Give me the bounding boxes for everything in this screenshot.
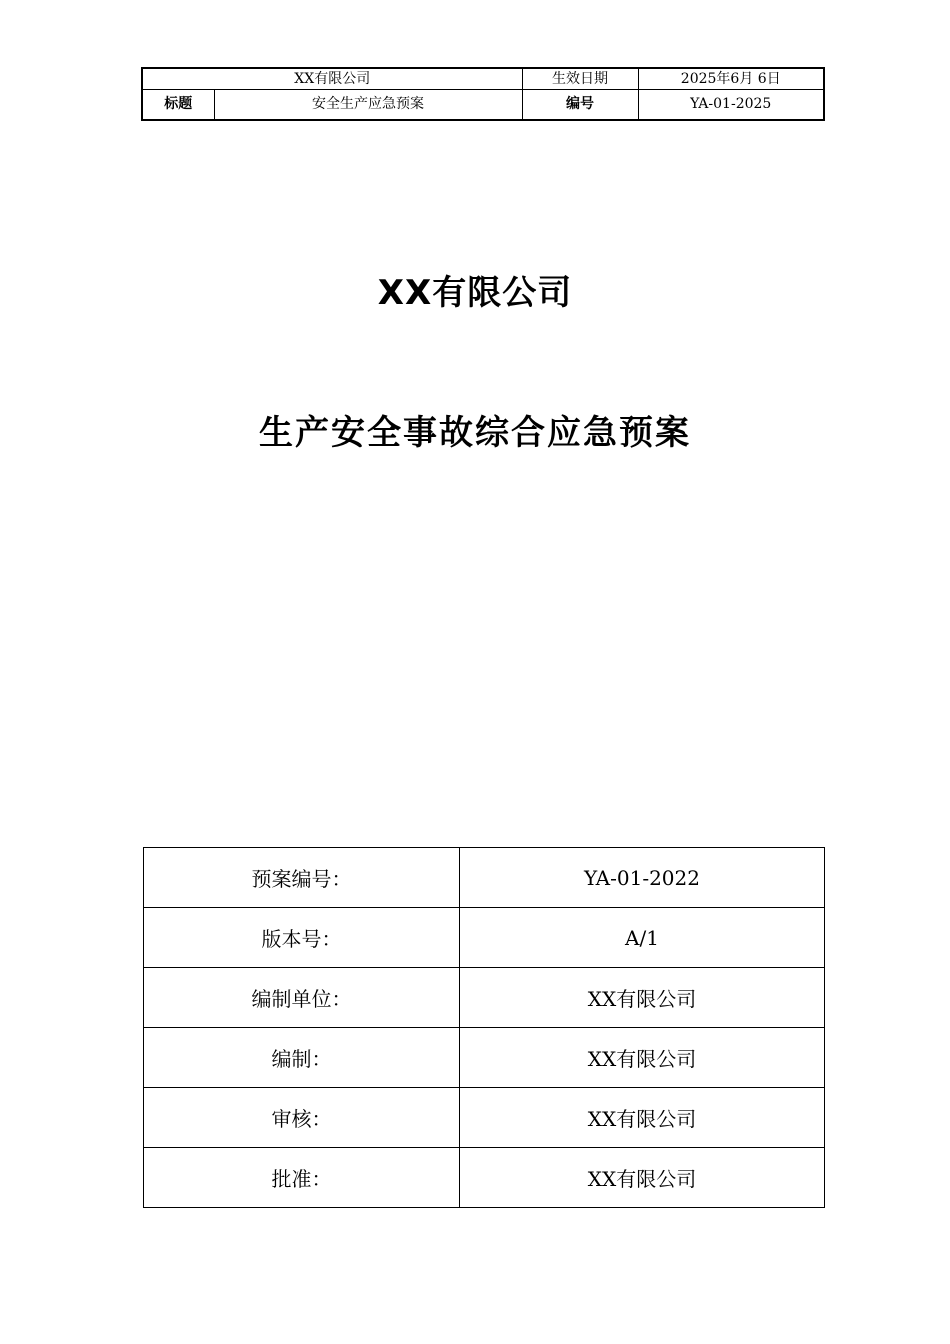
header-number-value: YA-01-2025: [638, 90, 824, 121]
table-row: [144, 968, 825, 1028]
table-row: [144, 848, 825, 908]
header-number-label: 编号: [522, 90, 638, 121]
header-row-title: [142, 90, 824, 121]
table-row: [144, 1088, 825, 1148]
header-title-label: 标题: [142, 90, 214, 121]
version-label: 版本号：: [144, 908, 460, 968]
cover-plan-title: 生产安全事故综合应急预案: [259, 413, 691, 453]
cover-company-name: XX有限公司: [377, 273, 573, 313]
table-row: [144, 908, 825, 968]
version-value: A/1: [460, 908, 825, 968]
compiling-unit-label: 编制单位：: [144, 968, 460, 1028]
table-row: [144, 1148, 825, 1208]
plan-number-label: 预案编号：: [144, 848, 460, 908]
document-header-table: [141, 67, 825, 121]
reviewed-by-value: XX有限公司: [460, 1088, 825, 1148]
reviewed-by-label: 审核：: [144, 1088, 460, 1148]
plan-info-table: [143, 847, 825, 1208]
header-effective-date: 2025年6月 6日: [638, 68, 824, 90]
compiling-unit-value: XX有限公司: [460, 968, 825, 1028]
table-row: [144, 1028, 825, 1088]
compiled-by-value: XX有限公司: [460, 1028, 825, 1088]
header-row-company: [142, 68, 824, 90]
approved-by-value: XX有限公司: [460, 1148, 825, 1208]
header-effective-date-label: 生效日期: [522, 68, 638, 90]
header-title-value: 安全生产应急预案: [214, 90, 522, 121]
header-company: XX有限公司: [142, 68, 522, 90]
plan-number-value: YA-01-2022: [460, 848, 825, 908]
compiled-by-label: 编制：: [144, 1028, 460, 1088]
approved-by-label: 批准：: [144, 1148, 460, 1208]
